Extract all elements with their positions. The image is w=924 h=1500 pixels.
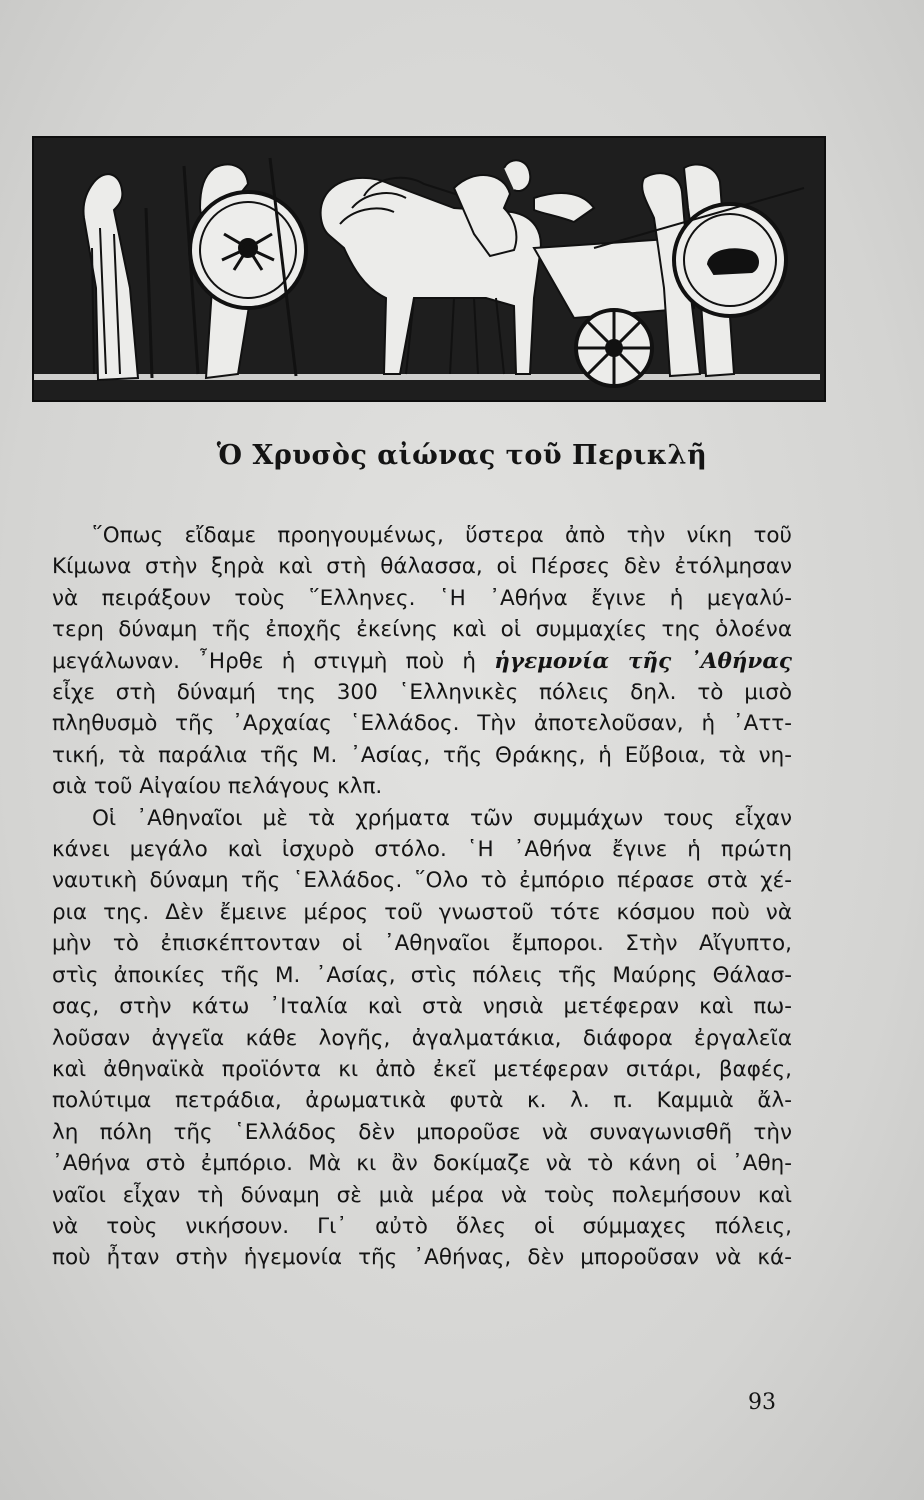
text-line: νὰ πειράξουν τοὺς ῞Ελληνες. ῾Η ᾿Αθήνα ἔγινε ἡ μεγαλύ- bbox=[52, 585, 792, 611]
text-line: ᾿Αθήνα στὸ ἐμπόριο. Μὰ κι ἂν δοκίμαζε νὰ τὸ κάνη οἱ ᾿Αθη- bbox=[52, 1151, 792, 1177]
chariot-wheel-icon bbox=[576, 310, 652, 386]
emphasized-phrase: ἡγεμονία τῆς ᾿Αθήνας bbox=[494, 648, 792, 674]
text-line bbox=[52, 646, 792, 677]
text-line: πολύτιμα πετράδια, ἀρωματικὰ φυτὰ κ. λ. π. Καμμιὰ ἄλ- bbox=[52, 1088, 792, 1114]
text-line: Οἱ ᾿Αθηναῖοι μὲ τὰ χρήματα τῶν συμμάχων τους εἶχαν bbox=[92, 805, 792, 831]
text-line: ρια της. Δὲν ἔμεινε μέρος τοῦ γνωστοῦ τότε κόσμου ποὺ νὰ bbox=[52, 899, 792, 925]
chapter-title: Ὁ Χρυσὸς αἰώνας τοῦ Περικλῆ bbox=[216, 440, 708, 471]
text-line: λη πόλη τῆς ῾Ελλάδος δὲν μποροῦσε νὰ συναγωνισθῆ τὴν bbox=[52, 1119, 792, 1145]
text-line: τερη δύναμη τῆς ἐποχῆς ἐκείνης καὶ οἱ συμμαχίες της ὁλοένα bbox=[52, 617, 792, 643]
text-line: καὶ ἀθηναϊκὰ προϊόντα κι ἀπὸ ἐκεῖ μετέφεραν σιτάρι, βαφές, bbox=[52, 1056, 792, 1082]
text-line: στὶς ἀποικίες τῆς Μ. ᾿Ασίας, στὶς πόλεις τῆς Μαύρης Θάλασ- bbox=[52, 962, 792, 988]
text-line-start: μεγάλωναν. ῏Ηρθε ἡ στιγμὴ ποὺ ἡ bbox=[52, 648, 477, 674]
text-line: κάνει μεγάλο καὶ ἰσχυρὸ στόλο. ῾Η ᾿Αθήνα ἔγινε ἡ πρώτη bbox=[52, 837, 792, 863]
text-line: ναυτικὴ δύναμη τῆς ῾Ελλάδος. ῞Ολο τὸ ἐμπόριο πέρασε στὰ χέ- bbox=[52, 868, 792, 894]
text-line: σιὰ τοῦ Αἰγαίου πελάγους κλπ. bbox=[52, 774, 383, 800]
body-text bbox=[52, 520, 792, 1274]
text-line: μὴν τὸ ἐπισκέπτονταν οἱ ᾿Αθηναῖοι ἔμποροι. Στὴν Αἴγυπτο, bbox=[52, 931, 792, 957]
text-line: ῞Οπως εἴδαμε προηγουμένως, ὕστερα ἀπὸ τὴν νίκη τοῦ bbox=[92, 523, 792, 548]
text-line: ποὺ ἦταν στὴν ἡγεμονία τῆς ᾿Αθήνας, δὲν μποροῦσαν νὰ κά- bbox=[52, 1245, 792, 1271]
text-line: τική, τὰ παράλια τῆς Μ. ᾿Ασίας, τῆς Θράκης, ἡ Εὔβοια, τὰ νη- bbox=[52, 742, 792, 768]
text-line: λοῦσαν ἀγγεῖα κάθε λογῆς, ἀγαλματάκια, διάφορα ἐργαλεῖα bbox=[52, 1025, 792, 1051]
text-line: ναῖοι εἶχαν τὴ δύναμη σὲ μιὰ μέρα νὰ τοὺς πολεμήσουν καὶ bbox=[52, 1182, 792, 1208]
text-line: νὰ τοὺς νικήσουν. Γι᾿ αὐτὸ ὅλες οἱ σύμμαχες πόλεις, bbox=[52, 1213, 792, 1239]
text-line: εἶχε στὴ δύναμή της 300 ῾Ελληνικὲς πόλεις δηλ. τὸ μισὸ bbox=[52, 680, 792, 706]
vase-painting-illustration bbox=[32, 136, 826, 402]
shield-with-octopus-icon bbox=[190, 192, 306, 308]
text-line: Κίμωνα στὴν ξηρὰ καὶ στὴ θάλασσα, οἱ Πέρσες δὲν ἐτόλμησαν bbox=[52, 554, 792, 580]
text-line: σας, στὴν κάτω ᾿Ιταλία καὶ στὰ νησιὰ μετέφεραν καὶ πω- bbox=[52, 994, 792, 1020]
text-line: πληθυσμὸ τῆς ᾿Αρχαίας ῾Ελλάδος. Τὴν ἀποτελοῦσαν, ἡ ᾿Αττ- bbox=[52, 711, 792, 737]
page-number: 93 bbox=[748, 1390, 776, 1415]
